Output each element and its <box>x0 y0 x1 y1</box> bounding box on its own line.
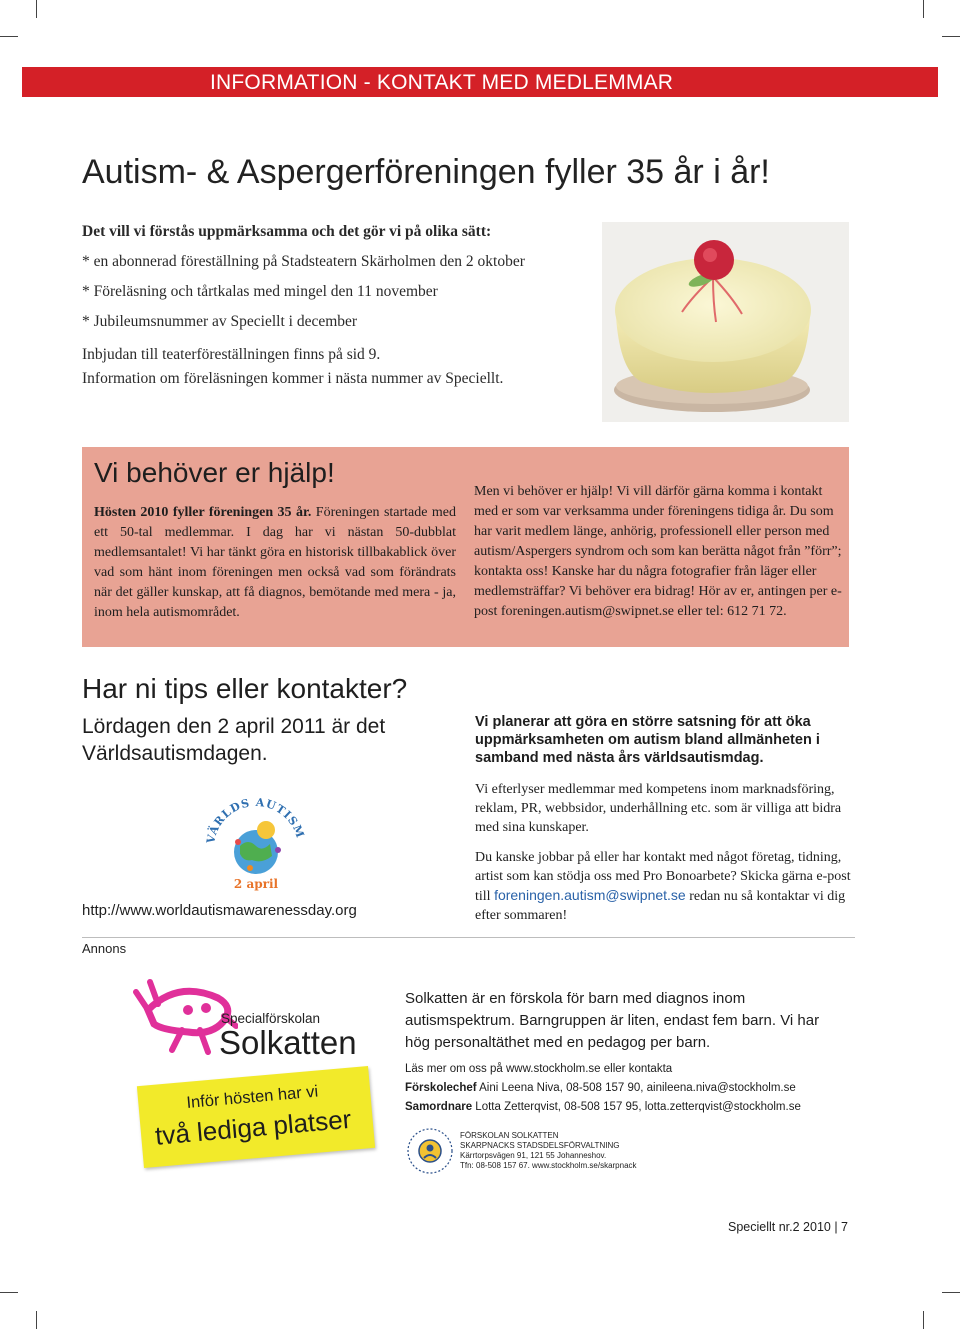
logo-pretitle: Specialförskolan <box>221 1011 321 1026</box>
ad-intro: Solkatten är en förskola för barn med diagnos inom autismspektrum. Barngruppen är liten, endast fem barn. Vi har hög personaltäthet med en pedagog per barn. <box>405 990 820 1051</box>
help-left-text: Föreningen startade med ett 50-tal medlemmar. I dag har vi nästan 50-dubblat medlemsantalet! Vi har tänkt göra en historisk tillbakablick över vad som hänt inom föreningen men också vad som förändrats när det gäller kunskap, att få diagnos, bemötande med mera - ja, inom hela autismområdet. <box>94 505 456 620</box>
crop-mark <box>0 36 18 37</box>
crop-mark <box>942 36 960 37</box>
sticker-headline: två lediga platser <box>153 1103 353 1151</box>
org-line: Tfn: 08-508 157 67. www.stockholm.se/skarpnack <box>460 1161 637 1170</box>
tips-heading: Har ni tips eller kontakter? <box>82 673 408 704</box>
sticker-line: Inför hösten har vi <box>185 1082 319 1112</box>
crop-mark <box>0 1292 18 1293</box>
vacancy-sticker <box>137 1066 375 1168</box>
crop-mark <box>923 1311 924 1329</box>
contact-info: Aini Leena Niva, 08-508 157 90, ainileena.niva@stockholm.se <box>476 1082 796 1094</box>
ad-label: Annons <box>82 941 127 956</box>
org-line: SKARPNACKS STADSDELSFÖRVALTNING <box>460 1141 620 1150</box>
invite-line: Inbjudan till teaterföreställningen finns på sid 9. <box>82 346 381 363</box>
ad-contact <box>405 1082 796 1094</box>
ad-read-more: Läs mer om oss på www.stockholm.se eller kontakta <box>405 1063 673 1075</box>
event-item: * Jubileumsnummer av Speciellt i december <box>82 313 358 330</box>
help-lead: Hösten 2010 fyller föreningen 35 år. <box>94 505 312 520</box>
crop-mark <box>36 0 37 18</box>
campaign-text: redan nu så kontaktar vi dig efter sommaren! <box>475 889 846 923</box>
world-autism-day-url[interactable]: http://www.worldautismawarenessday.org <box>82 902 357 919</box>
event-item: * en abonnerad föreställning på Stadsteatern Skärholmen den 2 oktober <box>82 253 525 270</box>
campaign-paragraph: Vi efterlyser medlemmar med kompetens inom marknadsföring, reklam, PR, webbsidor, underhållning etc. som är villiga att bidra med sina kunskaper. <box>475 782 842 835</box>
org-line: FÖRSKOLAN SOLKATTEN <box>460 1131 559 1140</box>
campaign-text: Du kanske jobbar på eller har kontakt med något företag, tidning, artist som kan stödja oss med Pro Bonoarbete? Skicka gärna e-post till <box>475 850 851 904</box>
section-divider <box>82 937 855 938</box>
logo-arc-text: VÄRLDS AUTISM <box>204 795 307 845</box>
intro-lead: Det vill vi förstås uppmärksamma och det gör vi på olika sätt: <box>82 223 492 240</box>
ad-contact <box>405 1101 801 1113</box>
article-title: Autism- & Aspergerföreningen fyller 35 år i år! <box>82 153 770 191</box>
section-header-bar <box>22 67 938 97</box>
campaign-lead: Vi planerar att göra en större satsning för att öka uppmärksamheten om autism bland allmänheten i samband med nästa års världsautismdag. <box>475 714 820 766</box>
contact-info: Lotta Zetterqvist, 08-508 157 95, lotta.zetterqvist@stockholm.se <box>472 1101 801 1113</box>
help-heading: Vi behöver er hjälp! <box>94 457 335 488</box>
tips-subheading: Lördagen den 2 april 2011 är det Världsautismdagen. <box>82 715 386 765</box>
crop-mark <box>923 0 924 18</box>
logo-name: Solkatten <box>219 1024 357 1061</box>
org-line: Kärrtorpsvägen 91, 121 55 Johanneshov. <box>460 1151 607 1160</box>
crop-mark <box>942 1292 960 1293</box>
email-link[interactable]: foreningen.autism@swipnet.se <box>494 887 686 903</box>
section-title: INFORMATION - KONTAKT MED MEDLEMMAR <box>210 71 674 94</box>
invite-line: Information om föreläsningen kommer i nästa nummer av Speciellt. <box>82 370 504 387</box>
crop-mark <box>36 1311 37 1329</box>
world-autism-day-logo <box>196 786 316 896</box>
page-footer: Speciellt nr.2 2010 | 7 <box>728 1220 848 1234</box>
intro-text <box>82 217 602 337</box>
invite-text <box>82 343 602 391</box>
contact-role: Förskolechef <box>405 1082 477 1094</box>
event-item: * Föreläsning och tårtkalas med mingel den 11 november <box>82 283 438 300</box>
stockholm-seal-icon <box>405 1126 455 1176</box>
campaign-paragraph-contact <box>475 848 851 925</box>
cake-photo <box>602 222 849 422</box>
help-box <box>82 447 849 647</box>
help-left-column <box>94 503 456 623</box>
help-right-column: Men vi behöver er hjälp! Vi vill därför gärna komma i kontakt med er som var verksamma under föreningens tidiga år. Du som har varit medlem länge, anhörig, professionell eller person med autism/Aspergers syndrom och som kan berätta något från ”förr”; kontakta oss! Kanske har du några fotografier från läger eller medlemsträffar? Vi behöver era bidrag! Hör av er, antingen per e-post foreningen.autism@swipnet.se eller tel: 612 71 72. <box>474 484 842 619</box>
logo-date: 2 april <box>233 877 279 891</box>
contact-role: Samordnare <box>405 1101 473 1113</box>
org-address-block <box>460 1131 637 1171</box>
